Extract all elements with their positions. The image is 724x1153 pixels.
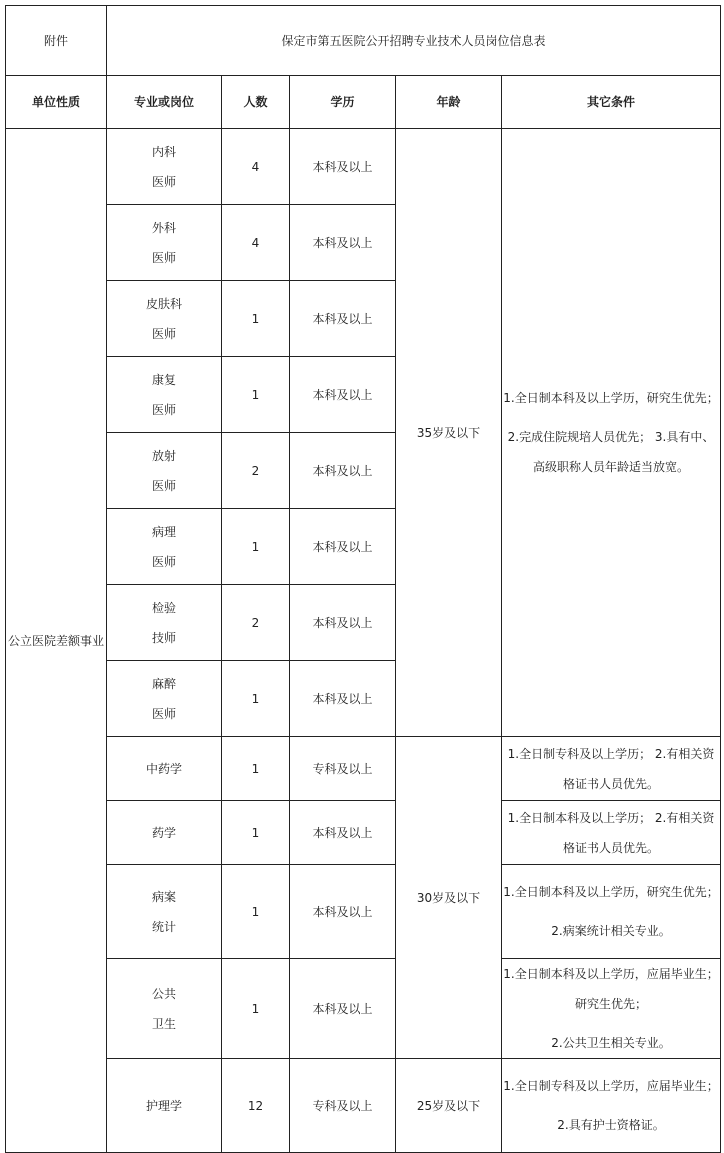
table-row <box>6 1059 721 1153</box>
conditions-cell <box>502 865 721 959</box>
education-cell: 本科及以上 <box>290 433 396 509</box>
position-line-2: 医师 <box>151 402 176 417</box>
education-cell: 本科及以上 <box>290 661 396 737</box>
position-cell <box>107 661 222 737</box>
position-line-2: 医师 <box>151 706 176 721</box>
condition-text: 2.公共卫生相关专业。 <box>551 1036 671 1050</box>
position-cell <box>107 357 222 433</box>
position-cell <box>107 585 222 661</box>
position-cell: 中药学 <box>107 737 222 801</box>
count-cell: 1 <box>222 737 290 801</box>
education-cell: 本科及以上 <box>290 959 396 1059</box>
position-line-2: 卫生 <box>151 1016 176 1031</box>
education-cell: 本科及以上 <box>290 281 396 357</box>
position-line-2: 统计 <box>151 919 176 934</box>
education-cell: 本科及以上 <box>290 357 396 433</box>
position-cell <box>107 509 222 585</box>
position-line-1: 内科 <box>151 144 176 159</box>
position-line-1: 病案 <box>151 889 176 904</box>
position-line-2: 医师 <box>151 326 176 341</box>
education-cell: 本科及以上 <box>290 801 396 865</box>
count-cell: 2 <box>222 433 290 509</box>
education-cell: 本科及以上 <box>290 865 396 959</box>
condition-text: 2.具有护士资格证。 <box>557 1118 665 1132</box>
header-count: 人数 <box>222 76 290 129</box>
table-row <box>6 129 721 205</box>
position-cell <box>107 281 222 357</box>
position-cell <box>107 129 222 205</box>
position-cell <box>107 205 222 281</box>
count-cell: 4 <box>222 205 290 281</box>
position-line-2: 医师 <box>151 478 176 493</box>
position-cell: 药学 <box>107 801 222 865</box>
position-line-1: 外科 <box>151 220 176 235</box>
education-cell: 本科及以上 <box>290 509 396 585</box>
position-info-table <box>5 5 721 1153</box>
condition-text: 1.全日制本科及以上学历，研究生优先； <box>503 885 719 899</box>
header-other: 其它条件 <box>502 76 721 129</box>
education-cell: 本科及以上 <box>290 129 396 205</box>
age-cell: 30岁及以下 <box>396 737 502 1059</box>
title-row <box>6 6 721 76</box>
position-line-2: 技师 <box>151 630 176 645</box>
table-row <box>6 737 721 801</box>
conditions-cell: 1.全日制专科及以上学历； 2.有相关资格证书人员优先。 <box>502 737 721 801</box>
header-age: 年龄 <box>396 76 502 129</box>
conditions-cell <box>502 959 721 1059</box>
count-cell: 1 <box>222 661 290 737</box>
condition-text: 1.全日制专科及以上学历，应届毕业生； <box>503 1079 719 1093</box>
count-cell: 4 <box>222 129 290 205</box>
table-row <box>6 801 721 865</box>
condition-text: 2.病案统计相关专业。 <box>551 924 671 938</box>
position-line-2: 医师 <box>151 250 176 265</box>
position-line-1: 病理 <box>151 524 176 539</box>
position-line-1: 放射 <box>151 448 176 463</box>
age-cell: 35岁及以下 <box>396 129 502 737</box>
table-row <box>6 865 721 959</box>
count-cell: 1 <box>222 281 290 357</box>
count-cell: 2 <box>222 585 290 661</box>
education-cell: 专科及以上 <box>290 737 396 801</box>
position-cell: 护理学 <box>107 1059 222 1153</box>
position-cell <box>107 865 222 959</box>
header-position: 专业或岗位 <box>107 76 222 129</box>
attachment-label: 附件 <box>6 6 107 76</box>
count-cell: 1 <box>222 509 290 585</box>
position-line-1: 麻醉 <box>151 676 176 691</box>
conditions-cell <box>502 129 721 737</box>
position-line-1: 皮肤科 <box>145 296 182 311</box>
condition-text: 1.全日制本科及以上学历，研究生优先； <box>503 391 719 405</box>
education-cell: 本科及以上 <box>290 205 396 281</box>
conditions-cell: 1.全日制本科及以上学历； 2.有相关资格证书人员优先。 <box>502 801 721 865</box>
position-line-2: 医师 <box>151 554 176 569</box>
conditions-cell <box>502 1059 721 1153</box>
position-cell <box>107 433 222 509</box>
header-row <box>6 76 721 129</box>
education-cell: 专科及以上 <box>290 1059 396 1153</box>
table-title: 保定市第五医院公开招聘专业技术人员岗位信息表 <box>107 6 721 76</box>
position-cell <box>107 959 222 1059</box>
unit-type-cell: 公立医院差额事业 <box>6 129 107 1153</box>
count-cell: 1 <box>222 865 290 959</box>
condition-text: 2.完成住院规培人员优先； 3.具有中、高级职称人员年龄适当放宽。 <box>507 430 715 474</box>
age-cell: 25岁及以下 <box>396 1059 502 1153</box>
position-line-2: 医师 <box>151 174 176 189</box>
header-unit: 单位性质 <box>6 76 107 129</box>
count-cell: 1 <box>222 959 290 1059</box>
count-cell: 1 <box>222 357 290 433</box>
condition-text: 1.全日制本科及以上学历，应届毕业生；研究生优先； <box>503 967 719 1011</box>
header-education: 学历 <box>290 76 396 129</box>
education-cell: 本科及以上 <box>290 585 396 661</box>
count-cell: 12 <box>222 1059 290 1153</box>
position-line-1: 公共 <box>151 986 176 1001</box>
position-line-1: 康复 <box>151 372 176 387</box>
position-line-1: 检验 <box>151 600 176 615</box>
table-row <box>6 959 721 1059</box>
count-cell: 1 <box>222 801 290 865</box>
